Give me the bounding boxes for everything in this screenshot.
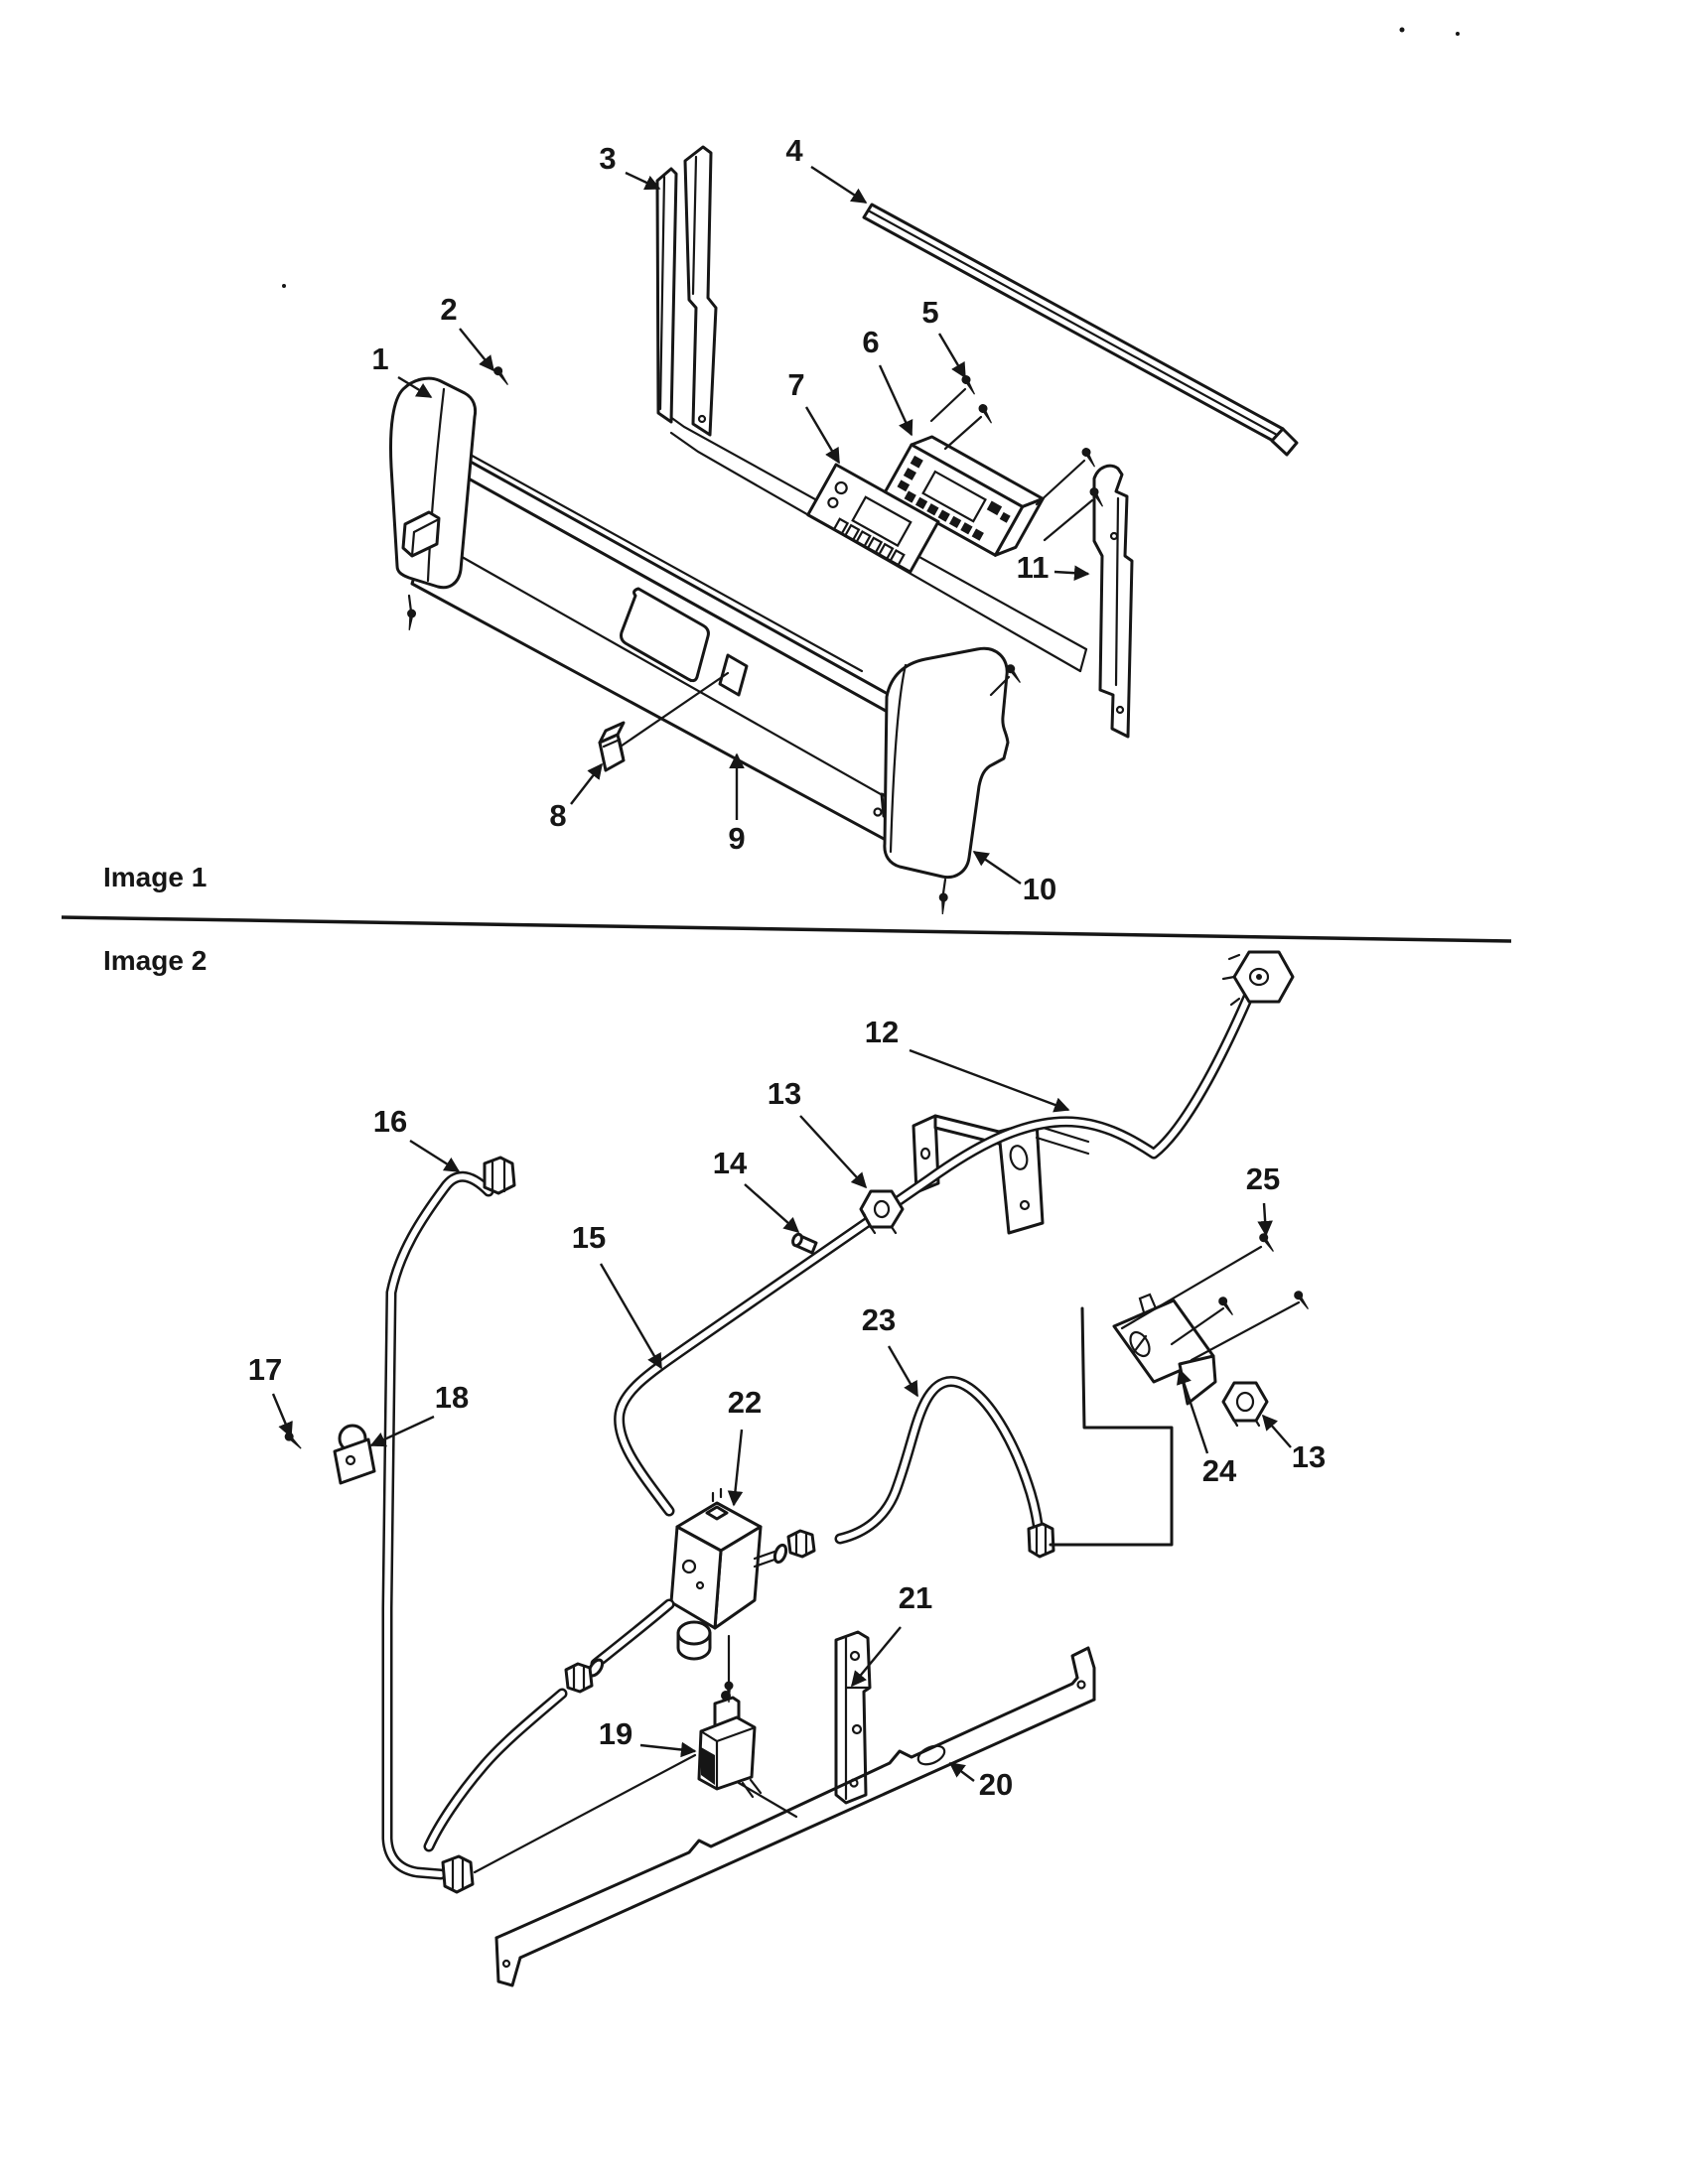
image1-section-label: Image 1 — [103, 862, 208, 892]
part-number-label: 20 — [978, 1767, 1014, 1802]
part-number-label: 3 — [599, 141, 617, 176]
part-number-label: 15 — [571, 1220, 607, 1255]
part-number-label: 1 — [371, 341, 389, 376]
part-number-label: 19 — [598, 1716, 633, 1751]
part-number-label: 9 — [728, 821, 746, 856]
part-number-label: 23 — [861, 1302, 897, 1337]
part-number-label: 4 — [785, 133, 803, 168]
part-number-label: 14 — [712, 1146, 748, 1180]
image2-section-label: Image 2 — [103, 945, 208, 976]
part-number-label: 5 — [921, 295, 939, 330]
scan-dot — [1456, 32, 1460, 36]
part-number-label: 21 — [898, 1580, 933, 1615]
part-number-label: 18 — [434, 1380, 470, 1415]
part-number-label: 10 — [1022, 872, 1057, 906]
part-number-label: 7 — [787, 367, 805, 402]
part-number-label: 13 — [1291, 1439, 1327, 1474]
part-number-label: 12 — [864, 1015, 900, 1049]
part-number-label: 8 — [549, 798, 567, 833]
part-number-label: 13 — [767, 1076, 802, 1111]
scan-dot — [1400, 28, 1405, 33]
part-number-label: 17 — [247, 1352, 283, 1387]
part-number-label: 2 — [440, 292, 458, 327]
part-number-label: 6 — [862, 325, 880, 359]
scan-dot — [282, 284, 286, 288]
part-number-label: 24 — [1201, 1453, 1237, 1488]
part-number-label: 25 — [1245, 1161, 1281, 1196]
part-number-label: 16 — [372, 1104, 408, 1139]
part-number-label: 22 — [727, 1385, 763, 1420]
small-bracket — [836, 1632, 870, 1803]
part-number-label: 11 — [1016, 550, 1050, 585]
